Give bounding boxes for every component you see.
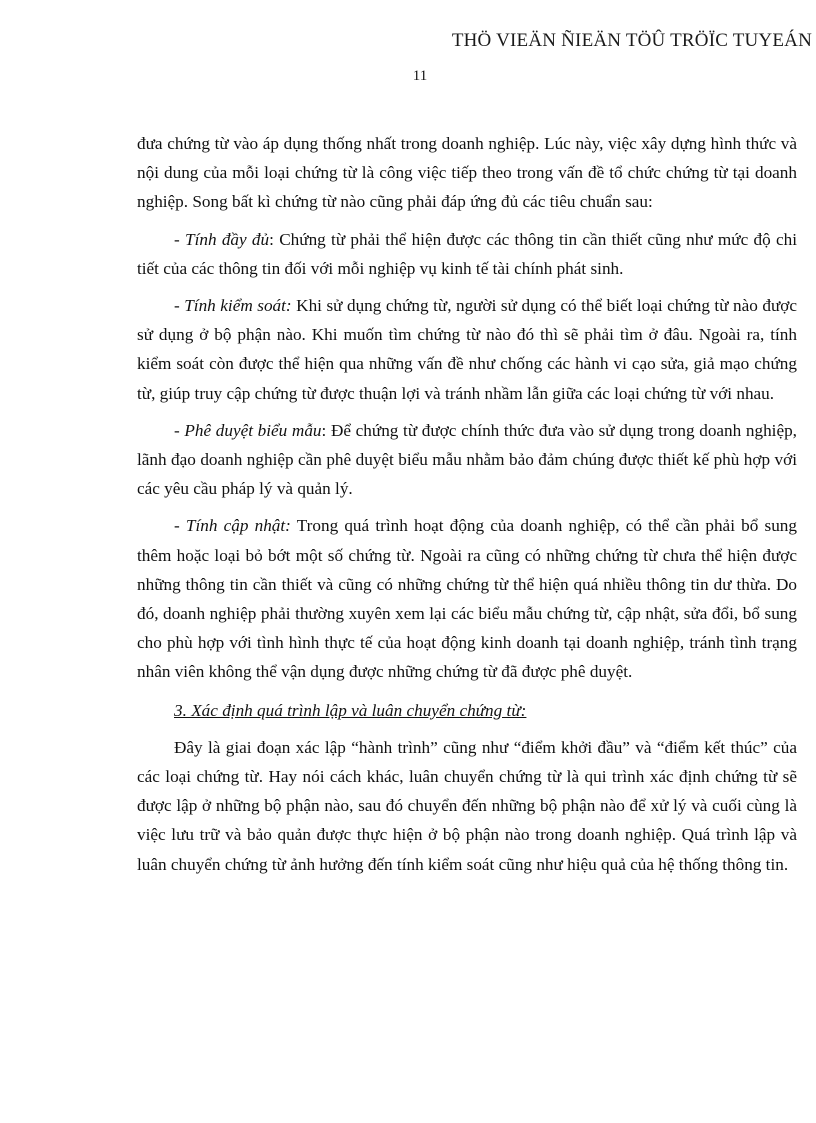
criterion-template-approval [137, 416, 797, 504]
intro-paragraph: đưa chứng từ vào áp dụng thống nhất trong doanh nghiệp. Lúc này, việc xây dựng hình thức và nội dung của mỗi loại chứng từ là công việc tiếp theo trong vấn đề tổ chức chứng từ tại doanh nghiệp. Song bất kì chứng từ nào cũng phải đáp ứng đủ các tiêu chuẩn sau: [137, 134, 797, 212]
criterion-text: Trong quá trình hoạt động của doanh nghiệp, có thể cần phải bổ sung thêm hoặc loại bỏ bớt một số chứng từ. Ngoài ra cũng có những chứng từ chưa thể hiện được những thông tin cần thiết và cũng có những chứng từ thể hiện quá nhiều thông tin dư thừa. Do đó, doanh nghiệp phải thường xuyên xem lại các biểu mẫu chứng từ, cập nhật, sửa đổi, bổ sung cho phù hợp với tình hình thực tế của hoạt động kinh doanh tại doanh nghiệp, tránh tình trạng nhân viên không thể vận dụng được những chứng từ đã được phê duyệt. [137, 516, 797, 682]
criterion-text: : Để chứng từ được chính thức đưa vào sử dụng trong doanh nghiệp, lãnh đạo doanh nghiệp cần phê duyệt biểu mẫu nhằm bảo đảm chúng được thiết kế phù hợp với các yêu cầu pháp lý và quản lý. [137, 420, 797, 499]
section-heading: 3. Xác định quá trình lập và luân chuyển chứng từ: [174, 700, 527, 720]
section-paragraph: Đây là giai đoạn xác lập “hành trình” cũng như “điểm khởi đầu” và “điểm kết thúc” của các loại chứng từ. Hay nói cách khác, luân chuyển chứng từ là qui trình xác định chứng từ sẽ được lập ở những bộ phận nào, sau đó chuyển đến những bộ phận nào để xử lý và cuối cùng là việc lưu trữ và bảo quản được thực hiện ở bộ phận nào trong doanh nghiệp. Quá trình lập và luân chuyển chứng từ ảnh hưởng đến tính kiểm soát cũng như hiệu quả của hệ thống thông tin. [137, 737, 797, 874]
criterion-control [137, 291, 797, 408]
criterion-term: Tính đầy đủ [185, 229, 270, 249]
page-number: 11 [412, 68, 428, 84]
criterion-text: : Chứng từ phải thể hiện được các thông tin cần thiết cũng như mức độ chi tiết của các thông tin đối với mỗi nghiệp vụ kinh tế tài chính phát sinh. [137, 229, 797, 278]
criterion-term: Tính kiểm soát: [184, 296, 292, 316]
criterion-term: Tính cập nhật: [185, 516, 291, 536]
criterion-completeness [137, 225, 797, 283]
criterion-prefix: - [174, 296, 185, 316]
document-header-title: THÖ VIEÄN ÑIEÄN TÖÛ TRÖÏC TUYEÁN [451, 30, 812, 51]
criterion-prefix: - [174, 229, 186, 249]
criterion-prefix: - [174, 420, 185, 440]
criterion-updating [137, 511, 797, 686]
criterion-text: Khi sử dụng chứng từ, người sử dụng có thể biết loại chứng từ nào được sử dụng ở bộ phận nào. Khi muốn tìm chứng từ nào đó thì sẽ phải tìm ở đâu. Ngoài ra, tính kiểm soát còn được thể hiện qua những vấn đề như chống các hành vi cạo sửa, giả mạo chứng từ, giúp truy cập chứng từ được thuận lợi và tránh nhầm lẫn giữa các loại chứng từ với nhau. [137, 296, 798, 403]
document-body [137, 129, 797, 879]
criterion-prefix: - [174, 516, 186, 536]
criterion-term: Phê duyệt biểu mẫu [184, 420, 322, 440]
